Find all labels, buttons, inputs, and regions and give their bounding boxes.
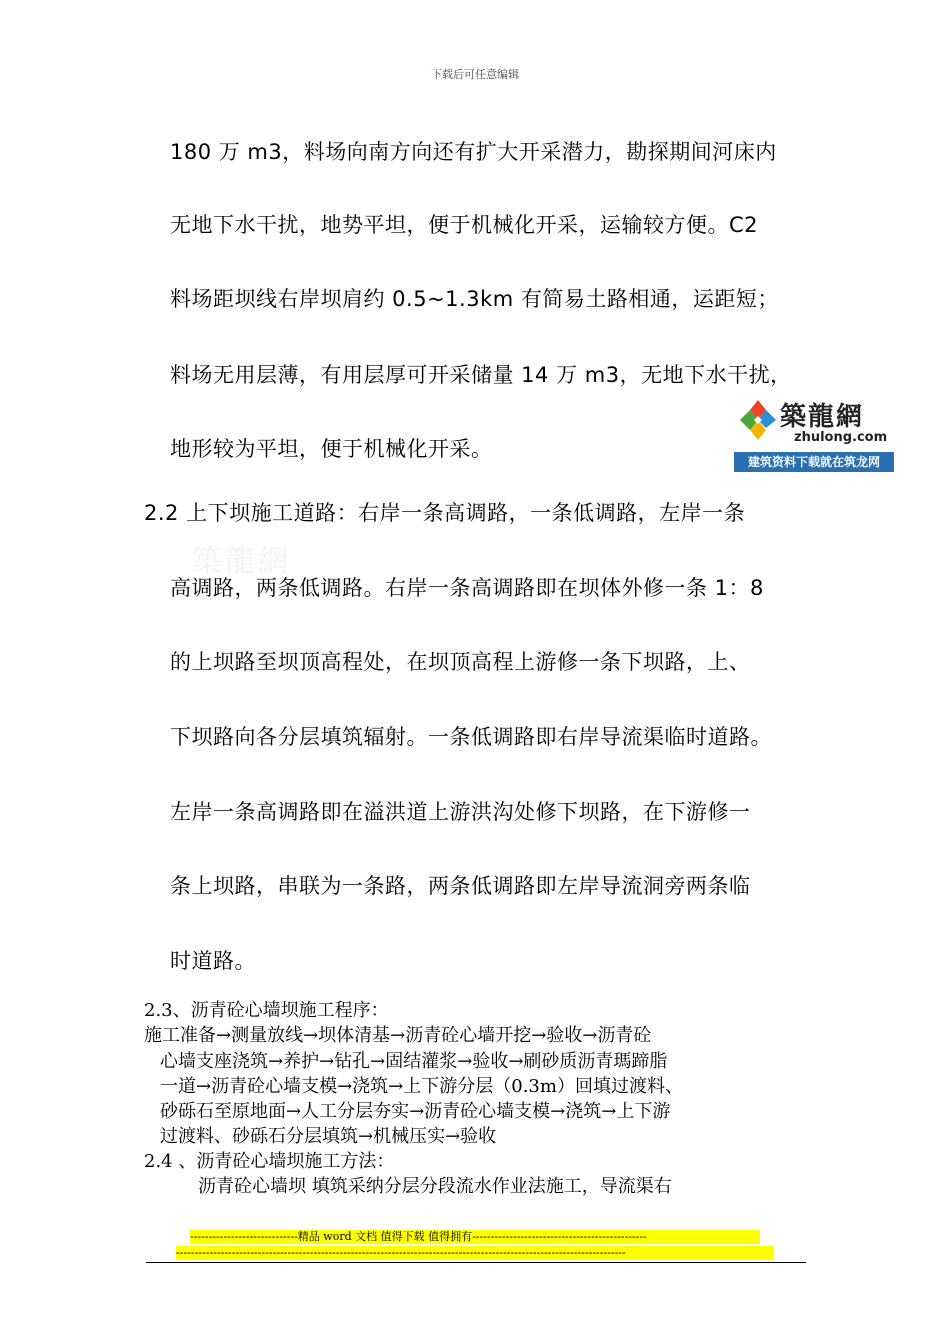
watermark: 築龍網 [192, 544, 291, 579]
section-22-line-5: 条上坝路，串联为一条路，两条低调路即左岸导流洞旁两条临 [170, 874, 751, 898]
body-line-5: 地形较为平坦，便于机械化开采。 [170, 437, 493, 461]
section-24-line-1: 沥青砼心墙坝 填筑采纳分层分段流水作业法施工，导流渠右 [198, 1176, 672, 1197]
body-line-4: 料场无用层薄，有用层厚可开采储量 14 万 m3，无地下水干扰， [170, 363, 792, 387]
section-22-line-6: 时道路。 [170, 949, 256, 973]
section-23-line-3: 一道→沥青砼心墙支模→浇筑→上下游分层（0.3m）回填过渡料、 [160, 1076, 683, 1097]
logo-flower-icon [736, 396, 780, 448]
footer-line-1: -----------------------------精品 word 文档 值得下载 值得拥有----------------------------------------------- [190, 1230, 760, 1244]
section-23-heading: 2.3、沥青砼心墙坝施工程序： [144, 1000, 389, 1021]
section-23-line-5: 过渡料、砂砾石分层填筑→机械压实→验收 [160, 1126, 497, 1147]
body-line-2: 无地下水干扰，地势平坦，便于机械化开采，运输较方便。C2 [170, 213, 759, 237]
footer-line-2: ------------------------------------------------------------------------------------------------------------------------- [176, 1246, 774, 1260]
page-header: 下载后可任意编辑 [431, 68, 519, 81]
section-23-line-2: 心墙支座浇筑→养护→钻孔→固结灌浆→验收→刷砂质沥青瑪蹄脂 [160, 1051, 668, 1072]
section-23-line-4: 砂砾石至原地面→人工分层夯实→沥青砼心墙支模→浇筑→上下游 [160, 1101, 671, 1122]
section-22-line-3: 下坝路向各分层填筑辐射。一条低调路即右岸导流渠临时道路。 [170, 725, 772, 749]
logo-name-en: zhulong.com [794, 430, 888, 445]
body-line-3: 料场距坝线右岸坝肩约 0.5~1.3km 有简易土路相通，运距短； [170, 287, 779, 311]
section-24-heading: 2.4 、沥青砼心墙坝施工方法： [144, 1151, 395, 1172]
body-line-1: 180 万 m3，料场向南方向还有扩大开采潜力，勘探期间河床内 [170, 140, 777, 164]
section-23-line-1: 施工准备→测量放线→坝体清基→沥青砼心墙开挖→验收→沥青砼 [144, 1025, 652, 1046]
section-22-first-line: 2.2 上下坝施工道路：右岸一条高调路，一条低调路，左岸一条 [144, 501, 746, 525]
section-22-line-2: 的上坝路至坝顶高程处，在坝顶高程上游修一条下坝路，上、 [170, 650, 751, 674]
footer-rule [146, 1262, 806, 1263]
section-22-line-4: 左岸一条高调路即在溢洪道上游洪沟处修下坝路，在下游修一 [170, 800, 751, 824]
zhulong-logo [734, 390, 894, 474]
logo-slogan: 建筑资料下载就在筑龙网 [734, 452, 894, 472]
logo-top [734, 390, 894, 452]
section-22-line-1: 高调路，两条低调路。右岸一条高调路即在坝体外修一条 1：8 [170, 576, 764, 600]
logo-name-cn: 築龍網 [780, 402, 865, 432]
